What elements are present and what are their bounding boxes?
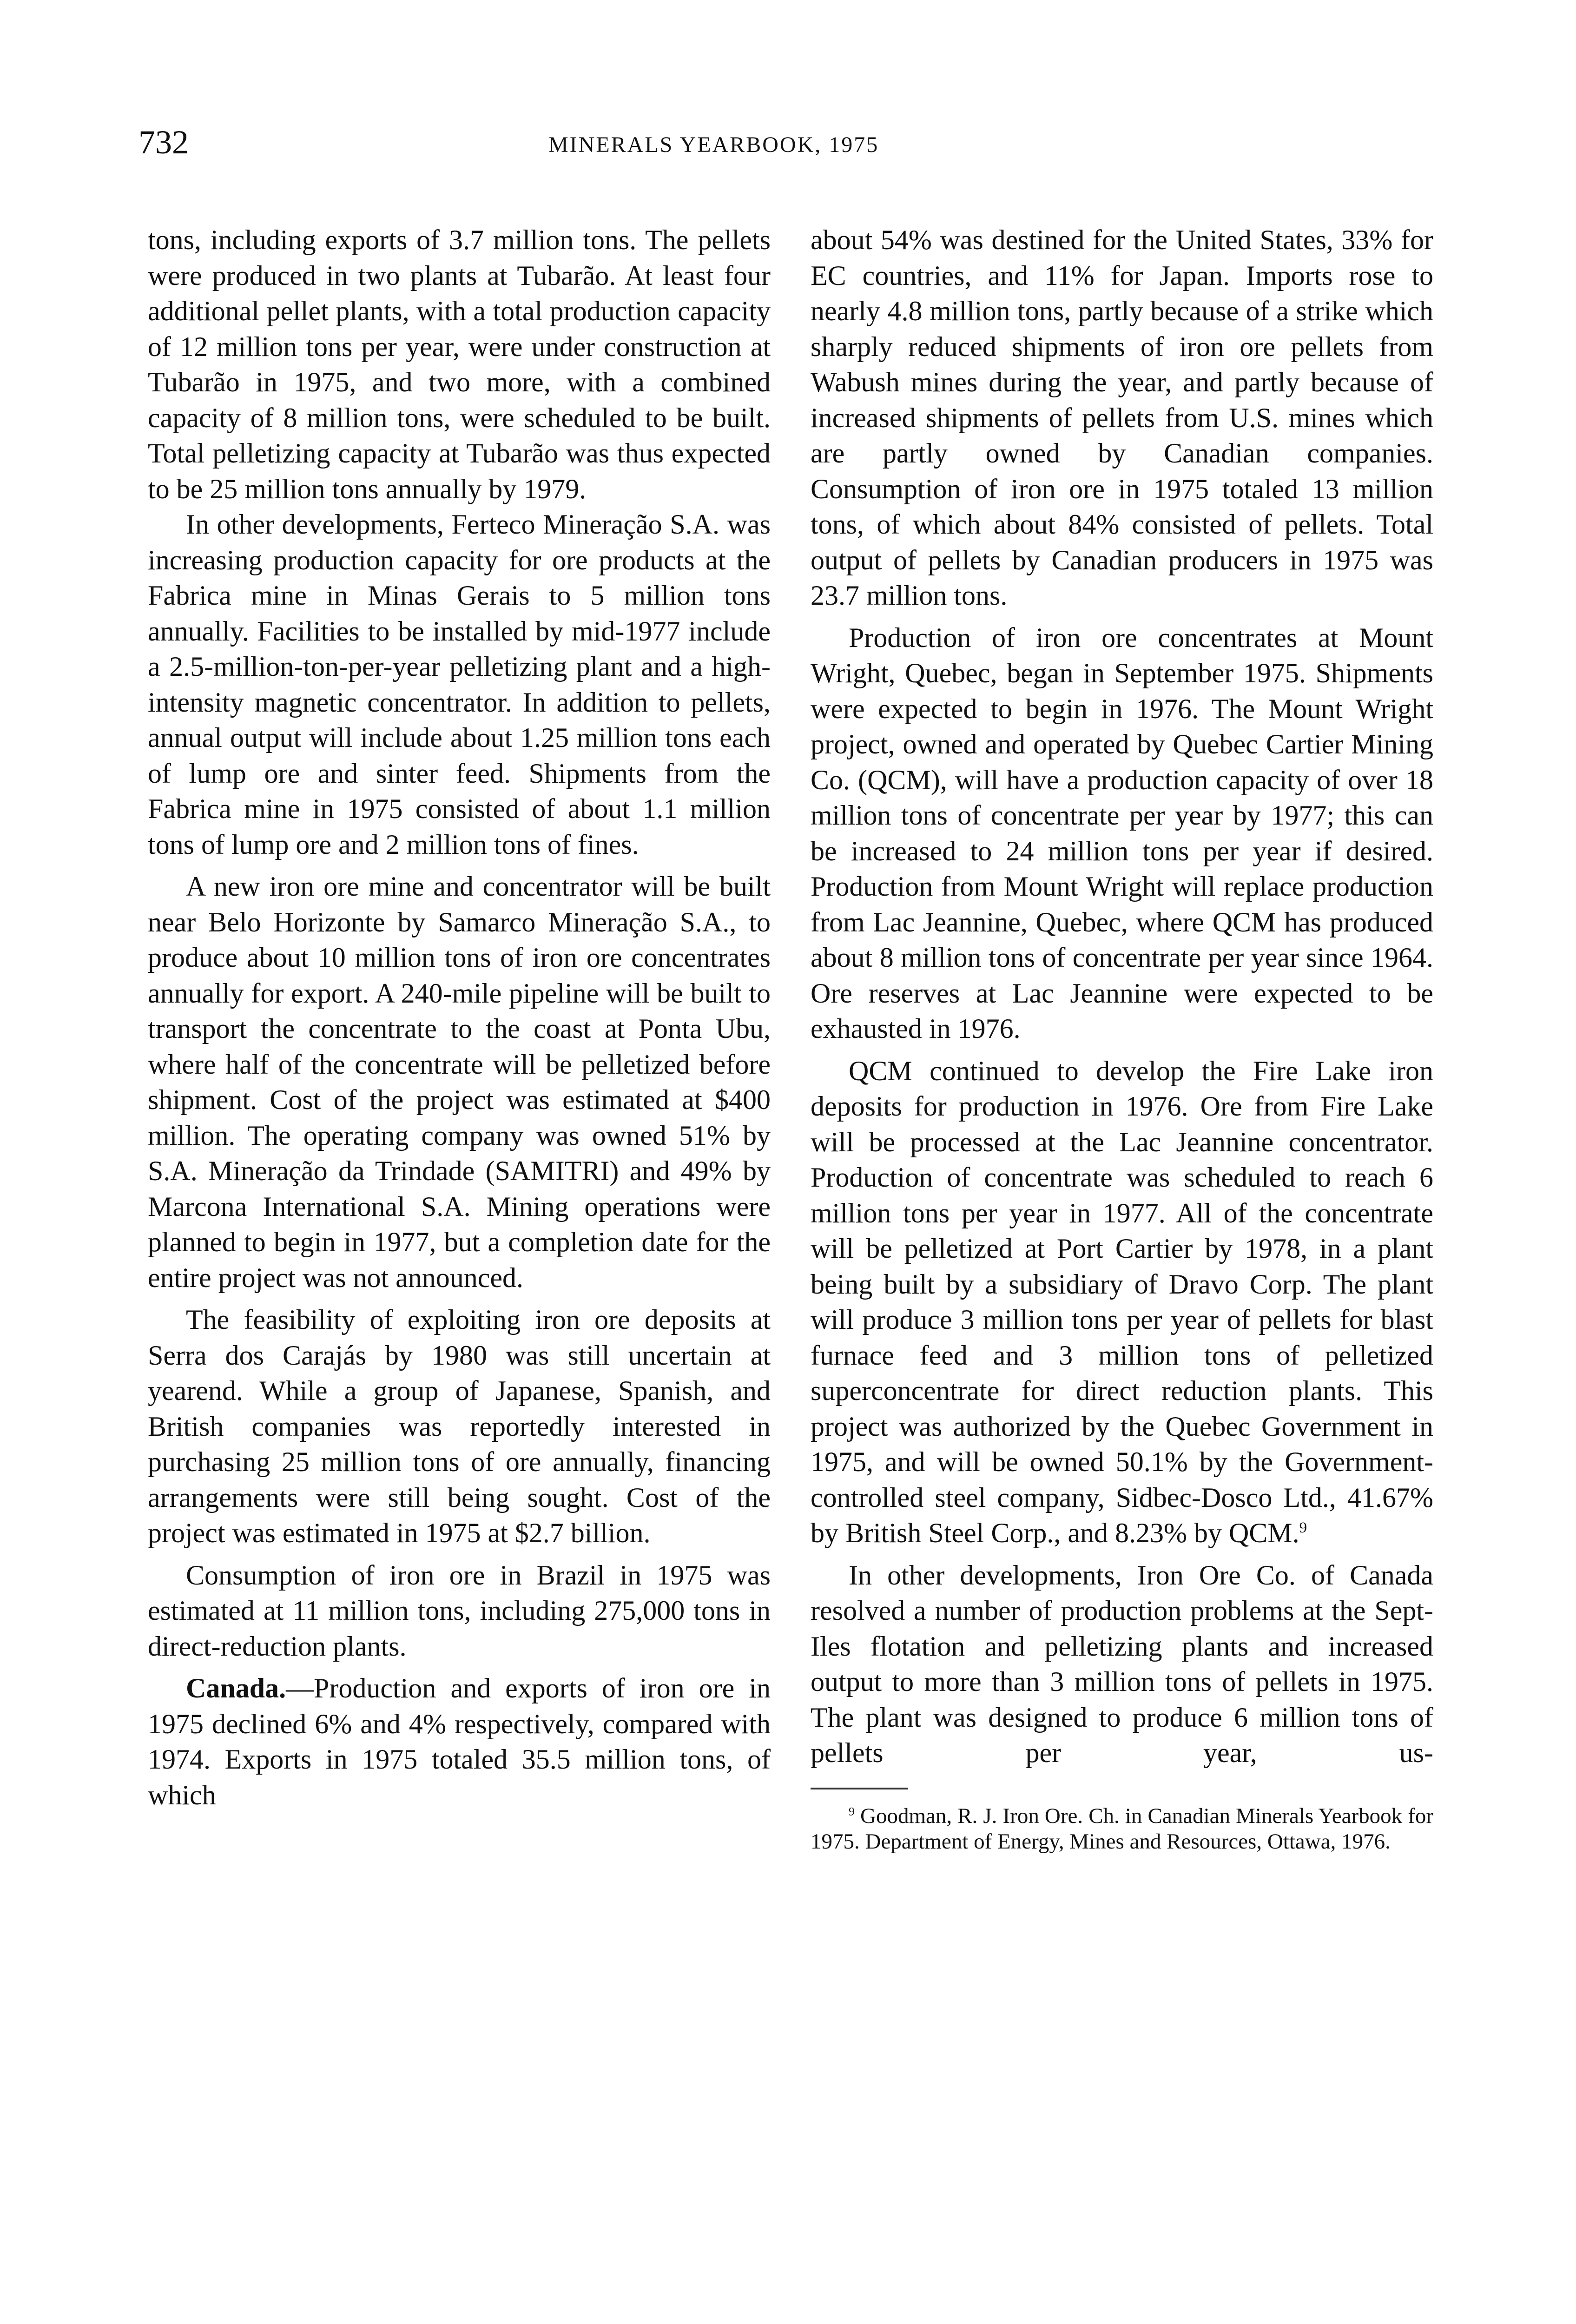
paragraph: A new iron ore mine and concentrator will be built near Belo Horizonte by Samarco Mineração S.A., to produce about 10 million tons of iron ore concentrates annually for export. A 240-mile pipeline will be built to transport the concentrate to the coast at Ponta Ubu, where half of the concentrate will be pelletized before shipment. Cost of the project was estimated at $400 million. The operating company was owned 51% by S.A. Mineração da Trindade (SAMITRI) and 49% by Marcona International S.A. Mining operations were planned to begin in 1977, but a completion date for the entire project was not announced. [148,871,771,1293]
paragraph: tons, including exports of 3.7 million tons. The pellets were produced in two plants at Tubarão. At least four additional pellet plants, with a total production capacity of 12 million tons per year, were under construction at Tubarão in 1975, and two more, with a combined capacity of 8 million tons, were scheduled to be built. Total pelletizing capacity at Tubarão was thus expected to be 25 million tons annually by 1979. [148,224,771,504]
paragraph-canada [148,1670,771,1813]
paragraph: Consumption of iron ore in Brazil in 1975 was estimated at 11 million tons, including 275,000 tons in direct-reduction plants. [148,1559,771,1662]
paragraph: Production of iron ore concentrates at Mount Wright, Quebec, began in September 1975. Shipments were expected to begin in 1976. The Mount Wright project, owned and operated by Quebec Cartier Mining Co. (QCM), will have a production capacity of over 18 million tons of concentrate per year by 1977; this can be increased to 24 million tons per year if desired. Production from Mount Wright will replace production from Lac Jeannine, Quebec, where QCM has produced about 8 million tons of concentrate per year since 1964. Ore reserves at Lac Jeannine were expected to be exhausted in 1976. [811,622,1433,1044]
page-number: 732 [138,124,189,161]
footnote-divider [811,1788,908,1789]
footnote-marker: 9 [849,1804,855,1818]
paragraph: In other developments, Ferteco Mineração S.A. was increasing production capacity for ore products at the Fabrica mine in Minas Gerais to 5 million tons annually. Facilities to be installed by mid-1977 include a 2.5-million-ton-per-year pelletizing plant and a high-intensity magnetic concentrator. In addition to pellets, annual output will include about 1.25 million tons each of lump ore and sinter feed. Shipments from the Fabrica mine in 1975 consisted of about 1.1 million tons of lump ore and 2 million tons of fines. [148,509,771,860]
paragraph: about 54% was destined for the United States, 33% for EC countries, and 11% for Japan. Imports rose to nearly 4.8 million tons, partly because of a strike which sharply reduced shipments of iron ore pellets from Wabush mines during the year, and partly because of increased shipments of pellets from U.S. mines which are partly owned by Canadian companies. Consumption of iron ore in 1975 totaled 13 million tons, of which about 84% consisted of pellets. Total output of pellets by Canadian producers in 1975 was 23.7 million tons. [811,224,1433,611]
footnote-reference: 9 [1299,1519,1307,1536]
paragraph: In other developments, Iron Ore Co. of Canada resolved a number of production problems at the Sept-Iles flotation and pelletizing plants and increased output to more than 3 million tons of pellets in 1975. The plant was designed to produce 6 million tons of pellets per year, us- [811,1559,1433,1768]
paragraph: The feasibility of exploiting iron ore deposits at Serra dos Carajás by 1980 was still uncertain at yearend. While a group of Japanese, Spanish, and British companies was reportedly interested in purchasing 25 million tons of ore annually, financing arrangements were still being sought. Cost of the project was estimated in 1975 at $2.7 billion. [148,1304,771,1548]
section-heading-canada: Canada. [186,1673,286,1703]
running-head: MINERALS YEARBOOK, 1975 [548,132,879,157]
footnote-text: Goodman, R. J. Iron Ore. Ch. in Canadian Minerals Yearbook for 1975. Department of Energy, Mines and Resources, Ottawa, 1976. [811,1803,1433,1854]
paragraph-text: QCM continued to develop the Fire Lake iron deposits for production in 1976. Ore from Fire Lake will be processed at the Lac Jeannine concentrator. Production of concentrate was scheduled to reach 6 million tons per year in 1977. All of the concentrate will be pelletized at Port Cartier by 1978, in a plant being built by a subsidiary of Dravo Corp. The plant will produce 3 million tons per year of pellets for blast furnace feed and 3 million tons of pelletized superconcentrate for direct reduction plants. This project was authorized by the Quebec Government in 1975, and will be owned 50.1% by the Government-controlled steel company, Sidbec-Dosco Ltd., 41.67% by British Steel Corp., and 8.23% by QCM. [811,1055,1433,1548]
paragraph-text: —Production and exports of iron ore in 1975 declined 6% and 4% respectively, compared with 1974. Exports in 1975 totaled 35.5 million tons, of which [148,1673,771,1810]
paragraph [811,1053,1433,1551]
footnote [811,1803,1433,1855]
right-column [811,222,1433,1855]
left-column [148,222,771,1813]
